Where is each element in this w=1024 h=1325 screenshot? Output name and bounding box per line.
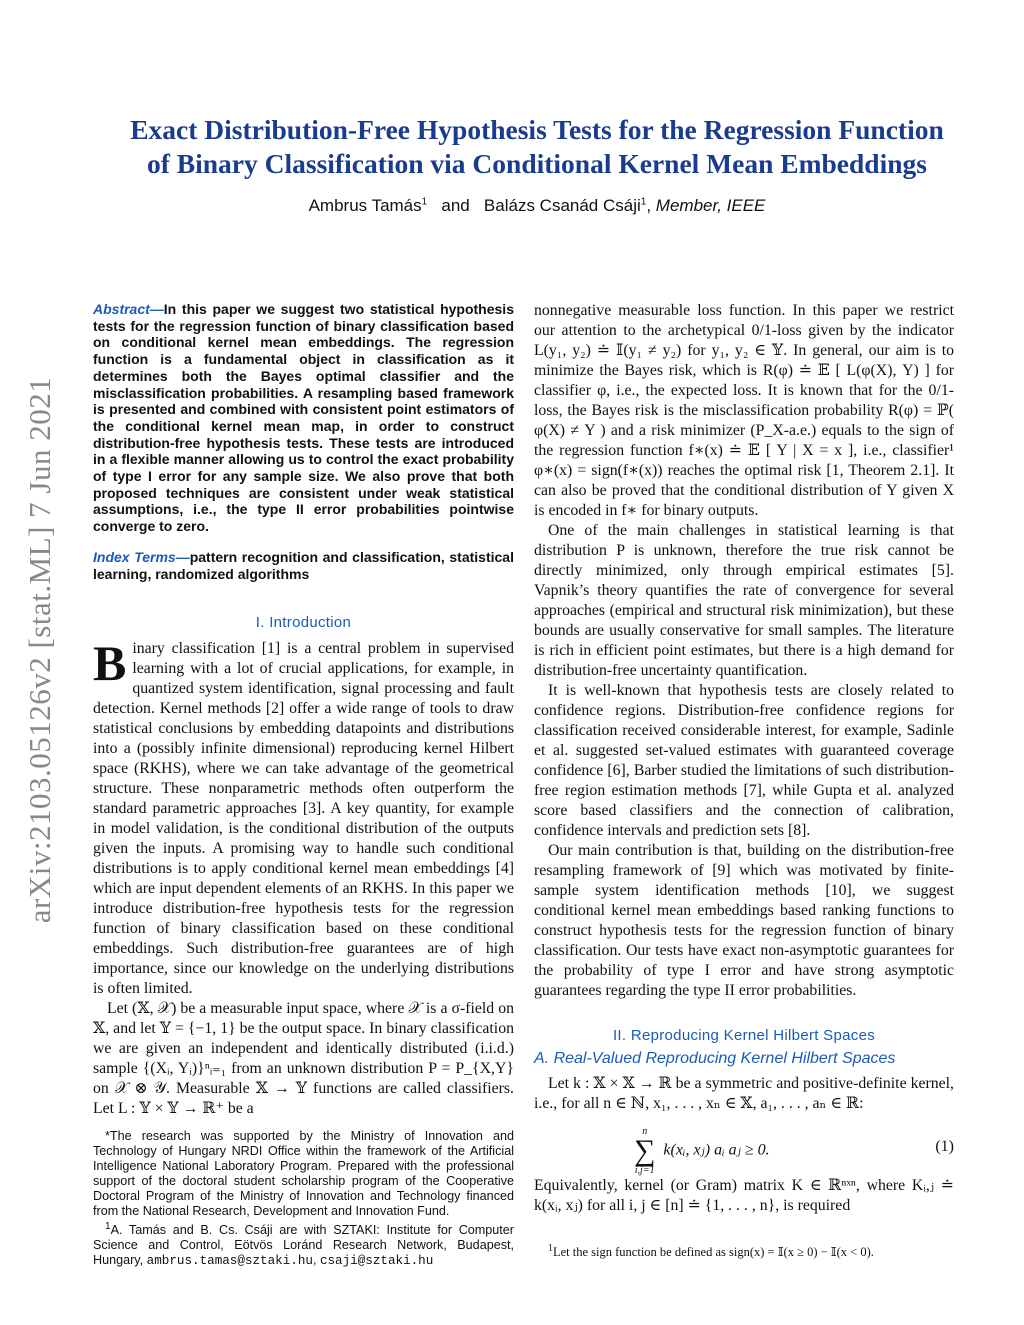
affiliation-footnote: $^1$A. Tamás and B. Cs. Csáji are with SZTAKI: Institute for Computer Science and Control, Eötvös Loránd Research Network, Budapest, Hungary, ambrus.tamas@sztaki.hu, csaji@sztaki.hu xyxy=(93,1221,514,1269)
intro-paragraph-5: It is well-known that hypothesis tests are closely related to confidence regions. Distribution-free confidence regions for classification received considerable interest, for example, Sadinle et al. suggested set-valued estimates with guaranteed coverage confidence [6], Barber studied the limitations of such distribution-free region estimation methods [7], while Gupta et al. analyzed score based classifiers and the connection of calibration, confidence intervals and prediction sets [8]. xyxy=(534,682,954,839)
abstract xyxy=(93,301,514,535)
arxiv-id: arXiv:2103.05126v2 [stat.ML] 7 Jun 2021 xyxy=(22,376,57,924)
left-column xyxy=(93,301,514,1269)
funding-footnote: *The research was supported by the Ministry of Innovation and Technology of Hungary NRDI Office within the framework of the Artificial Intelligence National Laboratory Program. Prepared with the professional support of the doctoral student scholarship program of the Cooperative Doctoral Program of the Ministry of Innovation and Technology financed from the National Research, Development and Innovation Fund. xyxy=(93,1129,514,1219)
author-line: Ambrus Tamás$^1$ and Balázs Csanád Csáji$^1$, Member, IEEE xyxy=(308,196,766,215)
sign-footnote-text: Let the sign function be defined as sign(x) = 𝕀(x ≥ 0) − 𝕀(x < 0). xyxy=(553,1245,874,1260)
equation-number: (1) xyxy=(935,1138,954,1155)
email-1[interactable]: ambrus.tamas@sztaki.hu xyxy=(146,1254,313,1269)
index-terms xyxy=(93,549,514,582)
author-1: Ambrus Tamás xyxy=(308,196,422,215)
footnotes xyxy=(93,1129,514,1269)
sum-upper-limit: n xyxy=(642,1126,648,1137)
author-and: and xyxy=(441,196,470,215)
sum-symbol: n ∑ i,j=1 xyxy=(634,1126,656,1176)
affiliation-mark: 1 xyxy=(105,1221,111,1233)
rkhs-paragraph-2: Equivalently, kernel (or Gram) matrix K ∈ ℝⁿˣⁿ, where Kᵢ,ⱼ ≐ k(xᵢ, xⱼ) for all i, j ∈ [n] ≐ {1, . . . , n}, is required xyxy=(534,1177,954,1214)
dropcap: B xyxy=(93,635,127,692)
author-2: Balázs Csanád Csáji xyxy=(483,196,641,215)
equation-body: k(xᵢ, xⱼ) aᵢ aⱼ ≥ 0. xyxy=(663,1141,770,1159)
intro-paragraph-1 xyxy=(93,635,514,999)
title-line-1: Exact Distribution-Free Hypothesis Tests for the Regression Function xyxy=(130,114,944,145)
subsection-a-heading: A. Real-Valued Reproducing Kernel Hilbert Spaces xyxy=(534,1050,896,1067)
intro-paragraph-3: nonnegative measurable loss function. In this paper we restrict our attention to the archetypical 0/1-loss given by the indicator L(y₁, y₂) ≐ 𝕀(y₁ ≠ y₂) for y₁, y₂ ∈ 𝕐. In general, our aim is to minimize the Bayes risk, which is R(φ) ≐ 𝔼 [ L(φ(X), Y) ] for classifier φ, i.e., the expected loss. It is known that for the 0/1-loss, the Bayes risk is the misclassification probability R(φ) = ℙ( φ(X) ≠ Y ) and a risk minimizer (P_X-a.e.) equals to the sign of the regression function f∗(x) ≐ 𝔼 [ Y | X = x ], i.e., classifier¹ φ∗(x) = sign(f∗(x)) reaches the optimal risk [1, Theorem 2.1]. It can also be proved that the conditional distribution of Y given X is encoded in f∗ for binary outputs. xyxy=(534,302,954,519)
email-2[interactable]: csaji@sztaki.hu xyxy=(319,1254,434,1269)
sign-footnote-mark: 1 xyxy=(548,1243,553,1254)
section-2-heading: II. Reproducing Kernel Hilbert Spaces xyxy=(612,1027,876,1044)
intro-paragraph-1-text: inary classification [1] is a central problem in supervised learning with a lot of crucial applications, for example, in quantized system identification, signal processing and fault detection. Kernel methods [2] offer a wide range of tools to draw statistical conclusions by embedding datapoints and distributions into a (possibly infinite dimensional) reproducing kernel Hilbert space (RKHS), where we can take advantage of the geometrical structure. These nonparametric methods often outperform the standard parametric approaches [3]. A key quantity, for example in model validation, is the conditional distribution of the outputs given the inputs. A promising way to handle such conditional distributions is to apply conditional kernel mean embeddings [4] which are input dependent elements of an RKHS. In this paper we introduce distribution-free hypothesis tests for the regression function of binary classification based on these conditional embeddings. Such distribution-free guarantees are of high importance, since our knowledge on the underlying distributions is often limited. xyxy=(93,640,514,998)
sign-footnote xyxy=(548,1243,874,1260)
index-terms-label: Index Terms— xyxy=(93,548,190,565)
paper-title xyxy=(60,113,1014,181)
author-1-mark: 1 xyxy=(421,196,428,208)
arxiv-watermark xyxy=(10,320,70,980)
affiliation-text: A. Tamás and B. Cs. Csáji are with SZTAKI: Institute for Computer Science and Control, Eötvös Loránd Research Network, Budapest, Hungary, xyxy=(93,1223,514,1268)
intro-paragraph-4: One of the main challenges in statistical learning is that distribution P is unknown, therefore the true risk cannot be directly minimized, only through empirical estimates [5]. Vapnik’s theory quantifies the rate of convergence for several approaches (empirical and structural risk minimization), but these bounds are usually conservative for small samples. The literature is rich in efficient point estimates, but there is a high demand for distribution-free uncertainty quantification. xyxy=(534,522,954,679)
rkhs-paragraph-1: Let k : 𝕏 × 𝕏 → ℝ be a symmetric and positive-definite kernel, i.e., for all n ∈ ℕ, x₁, . . . , xₙ ∈ 𝕏, a₁, . . . , aₙ ∈ ℝ: xyxy=(534,1075,954,1112)
abstract-label: Abstract— xyxy=(93,301,164,317)
sum-lower-limit: i,j=1 xyxy=(634,1165,655,1176)
title-line-2: of Binary Classification via Conditional Kernel Mean Embeddings xyxy=(147,148,927,179)
right-column xyxy=(534,301,954,1216)
intro-paragraph-2: Let (𝕏, 𝒳) be a measurable input space, where 𝒳 is a σ-field on 𝕏, and let 𝕐 = {−1, 1} be the output space. In binary classification we are given an independent and identically distributed (i.i.d.) sample {(Xᵢ, Yᵢ)}ⁿᵢ₌₁ from an unknown distribution P = P_{X,Y} on 𝒳 ⊗ 𝒴. Measurable 𝕏 → 𝕐 functions are called classifiers. Let L : 𝕐 × 𝕐 → ℝ⁺ be a xyxy=(93,1000,514,1118)
intro-paragraph-6: Our main contribution is that, building on the distribution-free resampling framework of [9] which was motivated by finite-sample system identification methods [10], we suggest conditional kernel mean embeddings based ranking functions to construct hypothesis tests for the regression function of binary classification. Our tests have exact non-asymptotic guarantees for the probability of type I error and have strong asymptotic guarantees regarding the type II error probabilities. xyxy=(534,842,954,999)
abstract-text: In this paper we suggest two statistical hypothesis tests for the regression function of binary classification based on conditional kernel mean embeddings. The regression function is a fundamental object in classification as it determines both the Bayes optimal classifier and the misclassification probabilities. A resampling based framework is presented and combined with consistent point estimators of the conditional kernel mean map, in order to construct distribution-free hypothesis tests. These tests are introduced in a flexible manner allowing us to control the exact probability of type I error for any sample size. We also prove that both proposed techniques are consistent under weak statistical assumptions, i.e., the type II error probabilities pointwise converge to zero. xyxy=(93,301,514,535)
author-membership: Member, IEEE xyxy=(655,196,766,215)
index-terms-text: pattern recognition and classification, statistical learning, randomized algorithms xyxy=(93,548,514,582)
equation-1 xyxy=(534,1118,954,1174)
author-2-mark: 1 xyxy=(640,196,647,208)
section-1-heading: I. Introduction xyxy=(255,614,352,632)
